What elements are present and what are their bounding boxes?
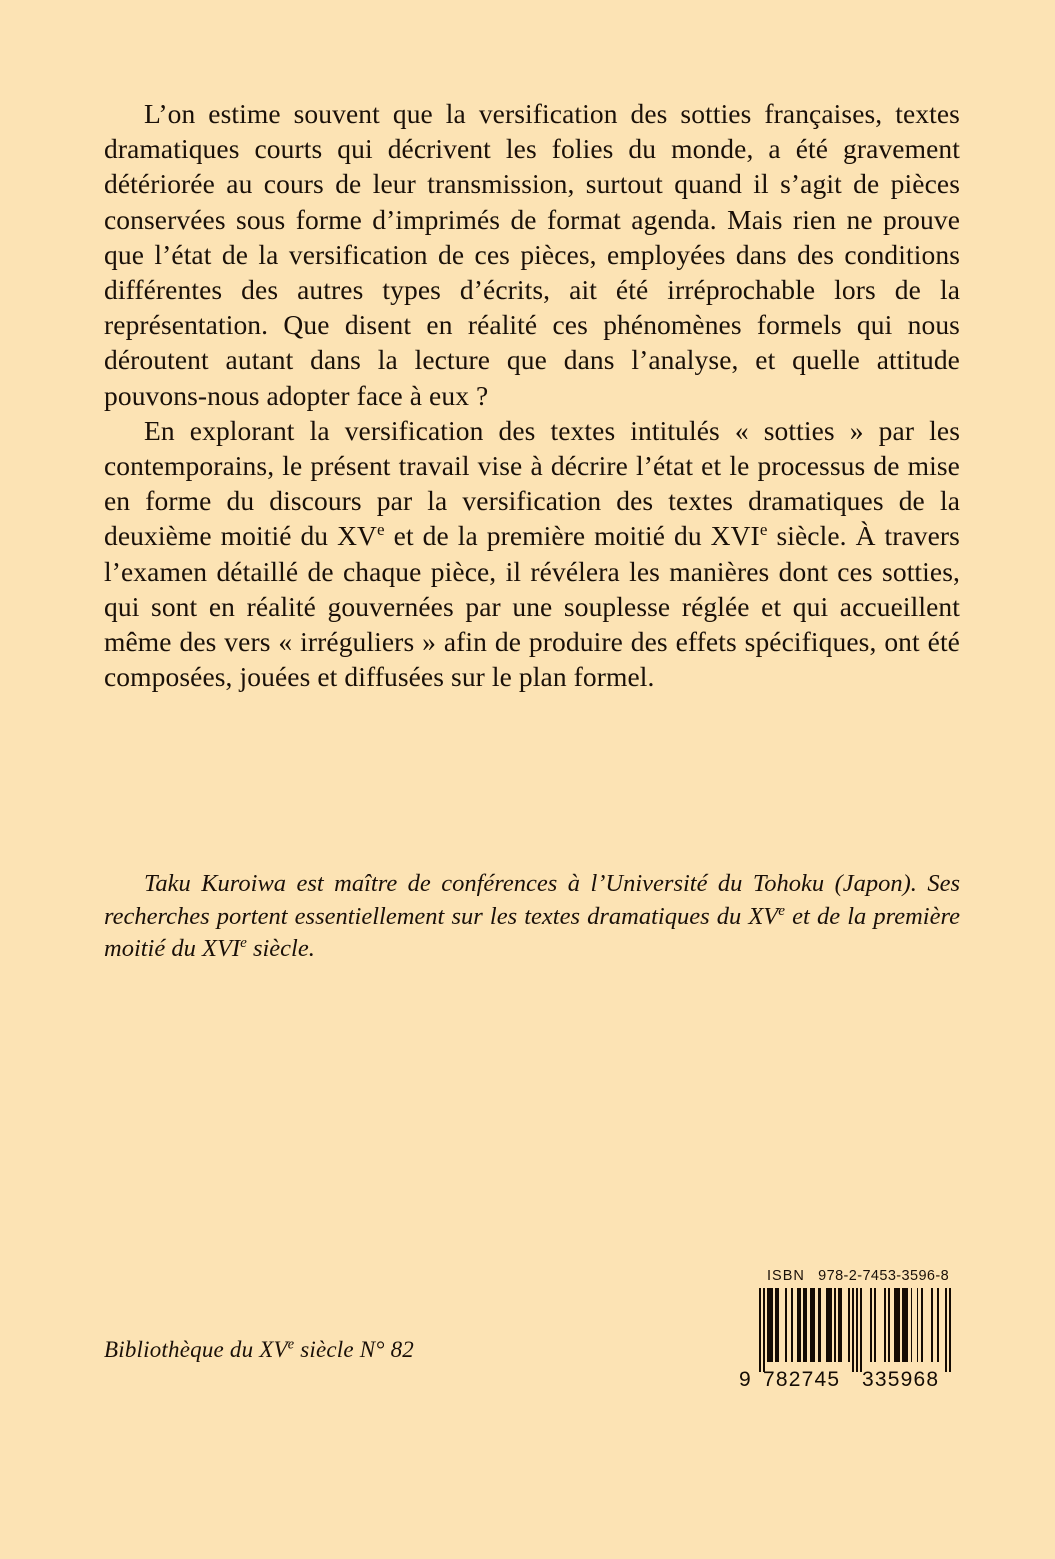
isbn-number: 978-2-7453-3596-8 xyxy=(818,1268,950,1284)
blurb-paragraph-1: L’on estime souvent que la versification des sotties françaises, textes dramatiques courts qui décrivent les folies du monde, a été gravement détériorée au cours de leur transmission, surtout quand il s’agit de pièces conservées sous forme d’imprimés de format agenda. Mais rien ne prouve que l’état de la versification de ces pièces, employées dans des conditions différentes des autres types d’écrits, ait été irréprochable lors de la représentation. Que disent en réalité ces phénomènes formels qui nous déroutent autant dans la lecture que dans l’analyse, et quelle attitude pouvons-nous adopter face à eux ? xyxy=(104,98,960,411)
barcode-block xyxy=(739,1268,956,1394)
barcode-bars xyxy=(739,1288,956,1372)
blurb-paragraph-2: En explorant la versification des textes intitulés « sotties » par les contemporains, le présent travail vise à décrire l’état et le processus de mise en forme du discours par la versification des textes dramatiques de la deuxième moitié du XVe et de la première moitié du XVIe siècle. À travers l’examen détaillé de chaque pièce, il révélera les manières dont ces sotties, qui sont en réalité gouvernées par une souplesse réglée et qui accueillent même des vers « irréguliers » afin de produire des effets spécifiques, ont été composées, jouées et diffusées sur le plan formel. xyxy=(104,414,960,693)
barcode-digits xyxy=(739,1368,956,1394)
barcode-left-digits: 782745 xyxy=(763,1368,841,1391)
author-bio-block xyxy=(104,868,960,966)
barcode-lead-digit: 9 xyxy=(739,1368,752,1391)
isbn-line xyxy=(739,1268,956,1284)
author-bio-paragraph: Taku Kuroiwa est maître de conférences à l’Université du Tohoku (Japon). Ses recherches portent essentiellement sur les textes dramatiques du XVe et de la première moitié du XVIe siècle. xyxy=(104,870,960,962)
series-line: Bibliothèque du XVe siècle N° 82 xyxy=(104,1336,415,1362)
blurb-text-block xyxy=(104,96,960,694)
isbn-label: ISBN xyxy=(767,1268,805,1284)
barcode-right-digits: 335968 xyxy=(862,1368,940,1391)
